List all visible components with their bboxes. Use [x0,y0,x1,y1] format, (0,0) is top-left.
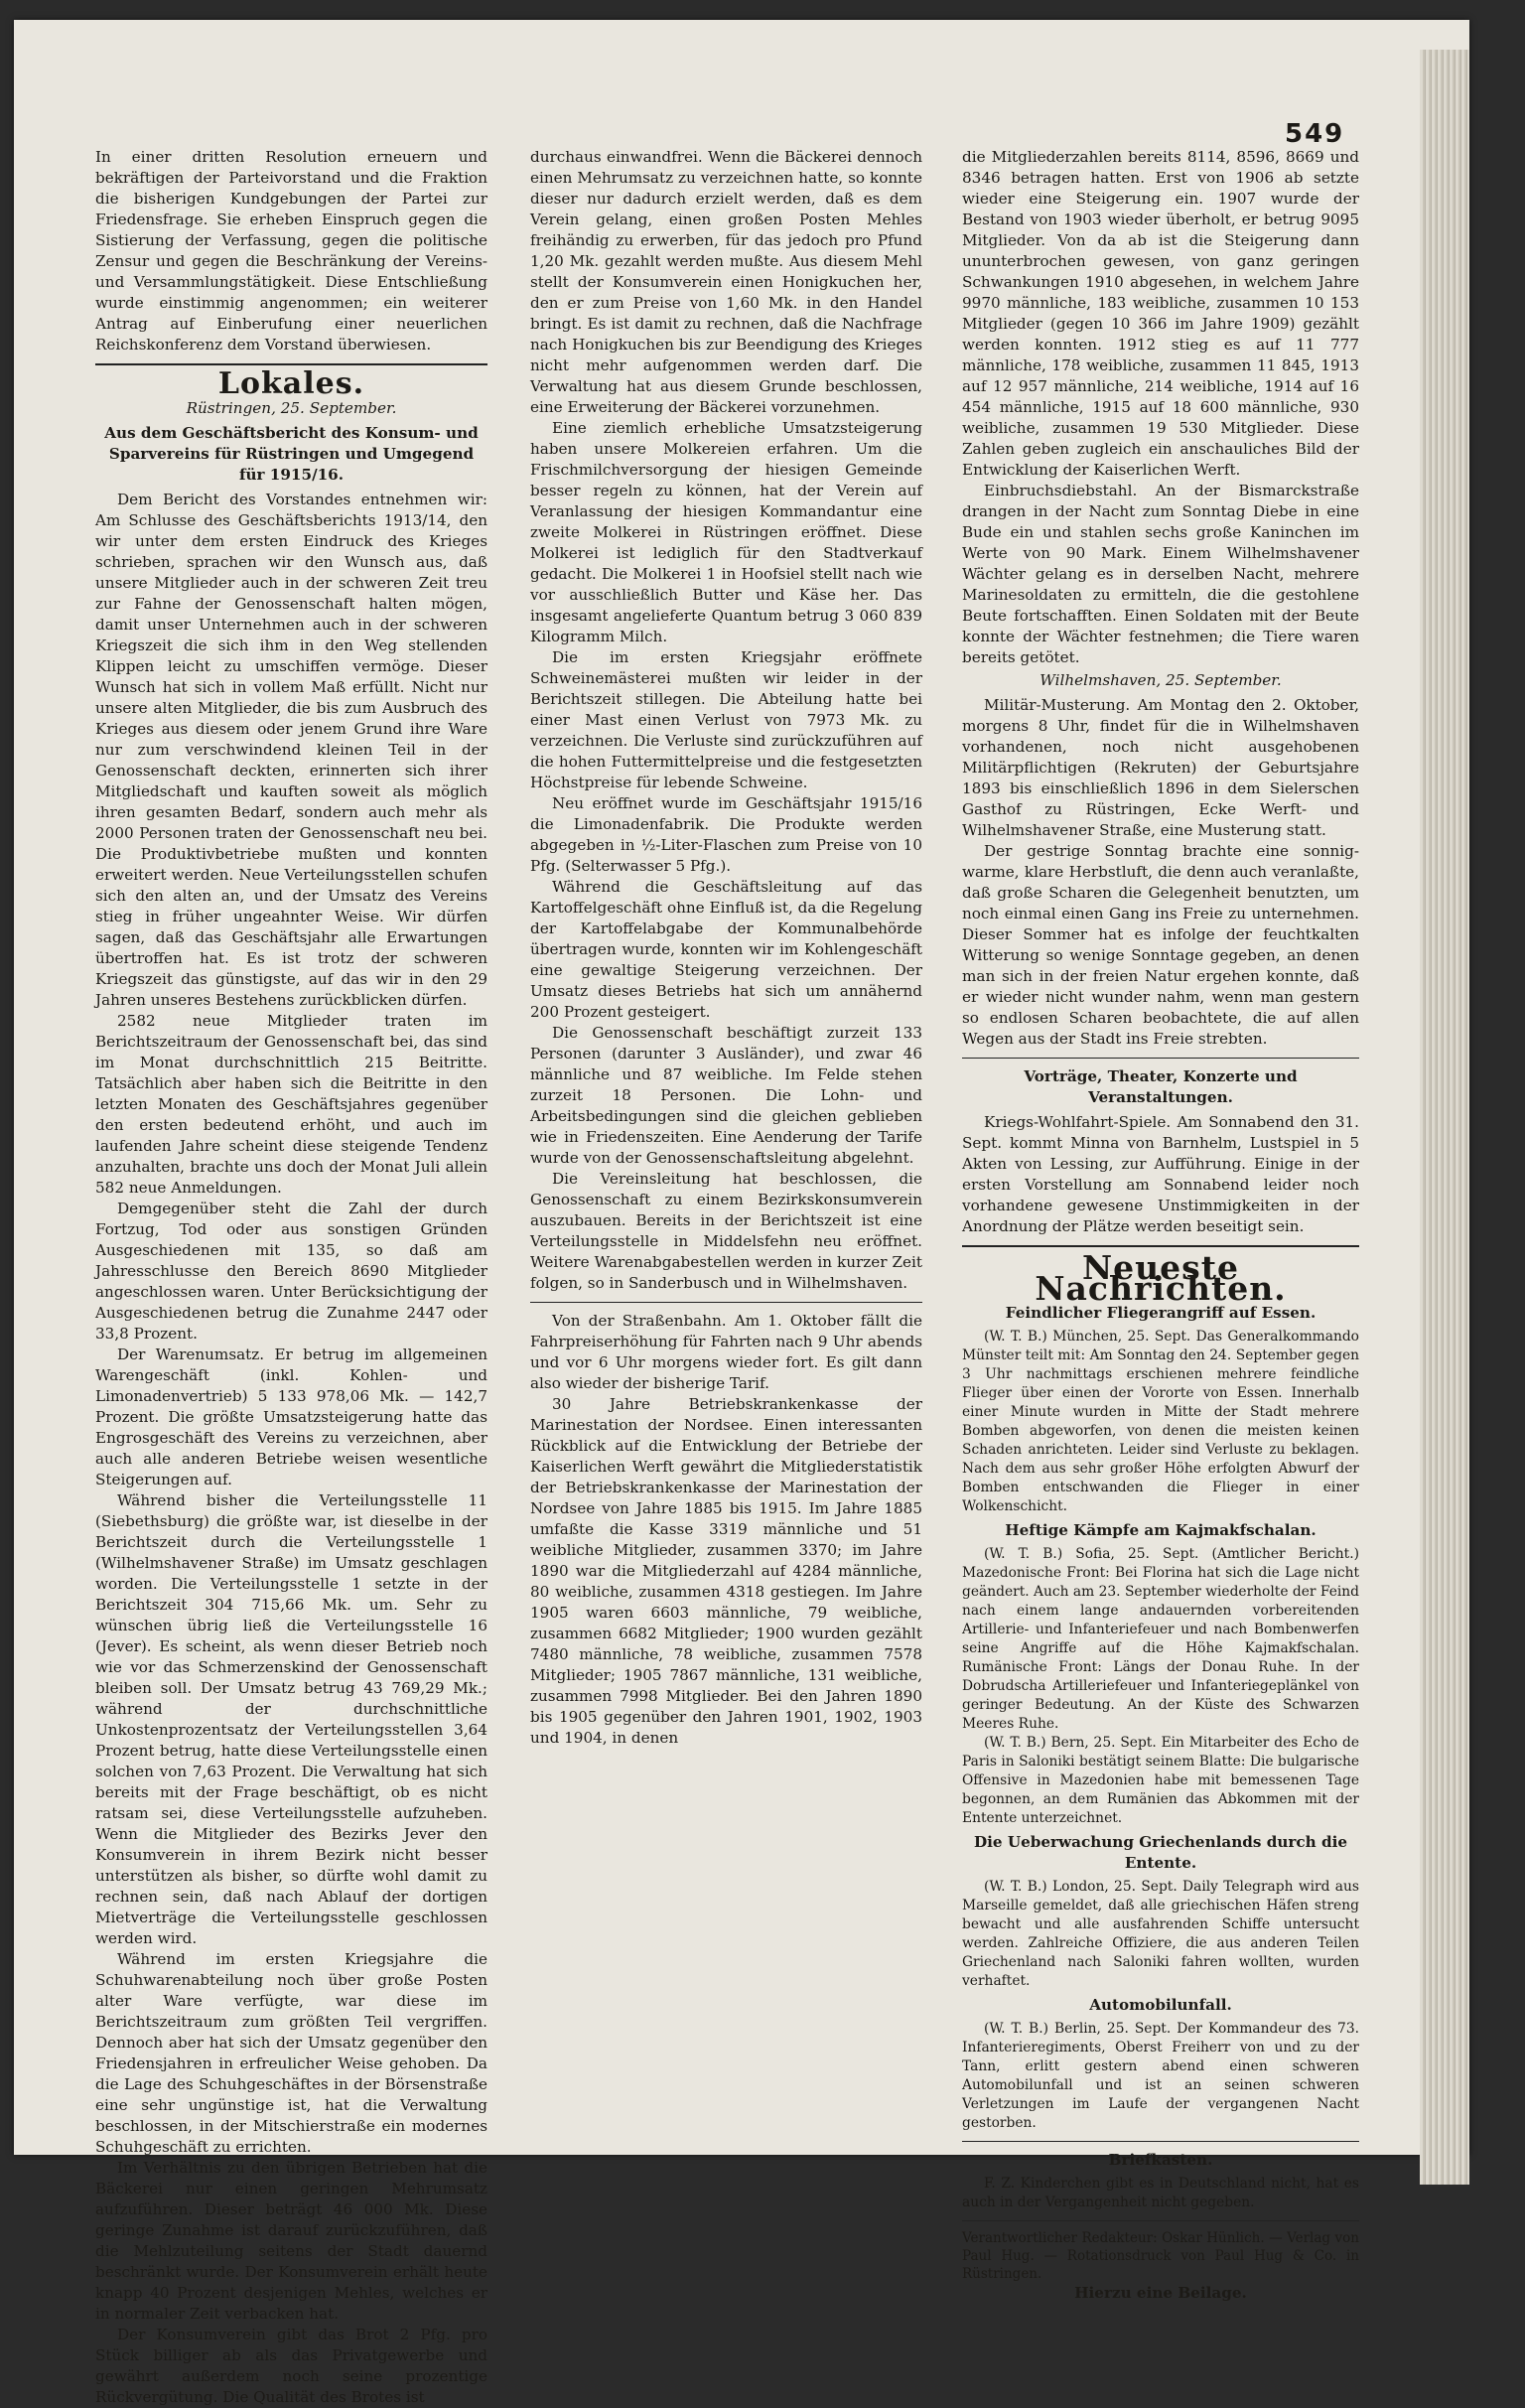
article-paragraph: Während im ersten Kriegsjahre die Schuhwarenabteilung noch über große Posten alter Ware verfügte, war diese im Berichtszeitraum zum größten Teil vergriffen. Dennoch aber hat sich der Umsatz gegenüber den Friedensjahren in erfreulicher Weise gehoben. Da die Lage des Schuhgeschäftes in der Börsenstraße eine sehr ungünstige ist, hat die Verwaltung beschlossen, in der Mitschierstraße ein modernes Schuhgeschäft zu errichten. [95,1950,487,2156]
article-paragraph: Demgegenüber steht die Zahl der durch Fortzug, Tod oder aus sonstigen Gründen Ausgeschiedenen mit 135, so daß am Jahresschlusse den Bereich 8690 Mitglieder angeschlossen waren. Unter Berücksichtigung der Ausgeschiedenen betrug die Zunahme 2447 oder 33,8 Prozent. [95,1200,487,1343]
article-paragraph: Die im ersten Kriegsjahr eröffnete Schweinemästerei mußten wir leider in der Berichtszeit stillegen. Die Abteilung hatte bei einer Mast einen Verlust von 7973 Mk. zu verzeichnen. Die Verluste sind zurückzuführen auf die hohen Futtermittelpreise und die festgesetzten Höchstpreise für lebende Schweine. [530,648,922,791]
intro-paragraph: In einer dritten Resolution erneuern und bekräftigen der Parteivorstand und die Fraktion die bisherigen Kundgebungen der Partei zur Friedensfrage. Sie erheben Einspruch gegen die Sistierung der Verfassung, gegen die politische Zensur und gegen die Beschränkung der Vereins- und Versammlungstätigkeit. Diese Entschließung wurde einstimmig angenommen; ein weiterer Antrag auf Einberufung einer neuerlichen Reichskonferenz dem Vorstand überwiesen. [95,148,487,354]
page-number: 549 [1285,119,1345,149]
article-paragraph: Der Konsumverein gibt das Brot 2 Pfg. pro Stück billiger ab als das Privatgewerbe und gewährt außerdem noch seine prozentige Rückvergütung. Die Qualität des Brotes ist [95,2326,487,2406]
section-heading-local: Lokales. [217,366,365,401]
column-1 [95,147,487,2408]
article-paragraph: Eine ziemlich erhebliche Umsatzsteigerung haben unsere Molkereien erfahren. Um die Frischmilchversorgung der hiesigen Gemeinde besser regeln zu können, hat der Verein auf Veranlassung der hiesigen Kommandantur eine zweite Molkerei in Rüstringen eröffnet. Diese Molkerei ist lediglich für den Stadtverkauf gedacht. Die Molkerei 1 in Hoofsiel stellt nach wie vor ausschließlich Butter und Käse her. Das insgesamt angelieferte Quantum betrug 3 060 839 Kilogramm Milch. [530,419,922,645]
article-paragraph: durchaus einwandfrei. Wenn die Bäckerei dennoch einen Mehrumsatz zu verzeichnen hatte, so konnte dieser nur dadurch erzielt werden, daß es dem Verein gelang, einen großen Posten Mehles freihändig zu erwerben, für das jedoch pro Pfund 1,20 Mk. gezahlt werden mußte. Aus diesem Mehl stellt der Konsumverein einen Honigkuchen her, den er zum Preise von 1,60 Mk. in den Handel bringt. Es ist damit zu rechnen, daß die Nachfrage nach Honigkuchen bis zur Beendigung des Krieges nicht mehr aufgenommen werden darf. Die Verwaltung hat aus diesem Grunde beschlossen, eine Erweiterung der Bäckerei vorzunehmen. [530,148,922,416]
column-3 [962,147,1359,2304]
article-paragraph: Einbruchsdiebstahl. An der Bismarckstraße drangen in der Nacht zum Sonntag Diebe in eine Bude ein und stahlen sechs große Kaninchen im Werte von 90 Mark. Einem Wilhelmshavener Wächter gelang es in derselben Nacht, mehrere Marinesoldaten zu ermitteln, die die gestohlene Beute fortschafften. Einen Soldaten mit der Beute konnte der Wächter festnehmen; die Tiere waren bereits getötet. [962,482,1359,666]
book-binding [1420,50,1469,2185]
article-paragraph: 30 Jahre Betriebskrankenkasse der Marinestation der Nordsee. Einen interessanten Rückblick auf die Entwicklung der Betriebe der Kaiserlichen Werft gewährt die Mitgliederstatistik der Betriebskrankenkasse der Marinestation der Nordsee von Jahre 1885 bis 1915. Im Jahre 1885 umfaßte die Kasse 3319 männliche und 51 weibliche Mitglieder, zusammen 3370; im Jahre 1890 war die Mitgliederzahl auf 4284 männliche, 80 weibliche, zusammen 4318 gestiegen. Im Jahre 1905 waren 6603 männliche, 79 weibliche, zusammen 6682 Mitglieder; 1900 wurden gezählt 7480 männliche, 78 weibliche, zusammen 7578 Mitglieder; 1905 7867 männliche, 131 weibliche, zusammen 7998 Mitglieder. Bei den Jahren 1890 bis 1905 gegenüber den Jahren 1901, 1902, 1903 und 1904, in denen [530,1395,922,1747]
divider [962,2141,1359,2142]
news-paragraph: (W. T. B.) Berlin, 25. Sept. Der Kommandeur des 73. Infanterieregiments, Oberst Freiherr von und zu der Tann, erlitt gestern abend einen schweren Automobilunfall und ist an seinen schweren Verletzungen im Laufe der vergangenen Nacht gestorben. [962,2021,1359,2131]
divider [530,1302,922,1303]
divider [962,1058,1359,1059]
news-headline: Automobilunfall. [1089,1996,1232,2014]
supplement-note: Hierzu eine Beilage. [1074,2284,1247,2302]
news-paragraph: (W. T. B.) London, 25. Sept. Daily Telegraph wird aus Marseille gemeldet, daß alle griechischen Häfen streng bewacht und alle ausfahrenden Schiffe untersucht werden. Zahlreiche Offiziere, die aus anderen Teilen Griechenland nach Saloniki fahren wollten, wurden verhaftet. [962,1879,1359,1989]
article-paragraph: Von der Straßenbahn. Am 1. Oktober fällt die Fahrpreiserhöhung für Fahrten nach 9 Uhr abends und vor 6 Uhr morgens wieder fort. Es gilt dann also wieder der bisherige Tarif. [530,1312,922,1392]
article-paragraph: Der Warenumsatz. Er betrug im allgemeinen Warengeschäft (inkl. Kohlen- und Limonadenvertrieb) 5 133 978,06 Mk. — 142,7 Prozent. Die größte Umsatzsteigerung hatte das Engrosgeschäft des Vereins zu verzeichnen, aber auch alle anderen Betriebe weisen wesentliche Steigerungen auf. [95,1346,487,1488]
events-heading: Vorträge, Theater, Konzerte und Veranstaltungen. [1024,1067,1298,1106]
divider [962,1245,1359,1247]
letterbox-heading: Briefkasten. [1108,2151,1213,2169]
imprint: Verantwortlicher Redakteur: Oskar Hünlich. — Verlag von Paul Hug. — Rotationsdruck von Paul Hug & Co. in Rüstringen. [962,2230,1359,2282]
divider [95,363,487,365]
article-paragraph: Die Vereinsleitung hat beschlossen, die Genossenschaft zu einem Bezirkskonsumverein auszubauen. Bereits in der Berichtszeit ist eine Verteilungsstelle in Middelsfehn neu eröffnet. Weitere Warenabgabestellen werden in kurzer Zeit folgen, so in Sanderbusch und in Wilhelmshaven. [530,1170,922,1292]
column-2 [530,147,922,1749]
article-paragraph: Im Verhältnis zu den übrigen Betrieben hat die Bäckerei nur einen geringen Mehrumsatz aufzuführen. Dieser beträgt 46 000 Mk. Diese geringe Zunahme ist darauf zurückzuführen, daß die Mehlzuteilung seitens der Stadt dauernd beschränkt wurde. Der Konsumverein erhält heute knapp 40 Prozent desjenigen Mehles, welches er in normaler Zeit verbacken hat. [95,2159,487,2323]
article-paragraph: Während bisher die Verteilungsstelle 11 (Siebethsburg) die größte war, ist dieselbe in der Berichtszeit durch die Verteilungsstelle 1 (Wilhelmshavener Straße) im Umsatz geschlagen worden. Die Verteilungsstelle 1 setzte in der Berichtszeit 304 715,66 Mk. um. Sehr zu wünschen übrig ließ die Verteilungsstelle 16 (Jever). Es scheint, als wenn dieser Betrieb noch wie vor das Schmerzenskind der Genossenschaft bleiben soll. Der Umsatz betrug 43 769,29 Mk.; während der durchschnittliche Unkostenprozentsatz der Verteilungsstellen 3,64 Prozent betrug, hatte diese Verteilungsstelle einen solchen von 7,63 Prozent. Die Verwaltung hat sich bereits mit der Frage beschäftigt, ob es nicht ratsam sei, diese Verteilungsstelle aufzuheben. Wenn die Mitglieder des Bezirks Jever den Konsumverein in ihrem Bezirk nicht besser unterstützen als bisher, so dürfte wohl damit zu rechnen sein, daß nach Ablauf der dortigen Mietverträge die Verteilungsstelle geschlossen werden wird. [95,1491,487,1947]
article-paragraph: Neu eröffnet wurde im Geschäftsjahr 1915/16 die Limonadenfabrik. Die Produkte werden abgegeben in ½-Liter-Flaschen zum Preise von 10 Pfg. (Selterwasser 5 Pfg.). [530,794,922,875]
divider [962,2220,1359,2221]
article-paragraph: die Mitgliederzahlen bereits 8114, 8596, 8669 und 8346 betragen hatten. Erst von 1906 ab setzte wieder eine Steigerung ein. 1907 wurde der Bestand von 1903 wieder überholt, er betrug 9095 Mitglieder. Von da ab ist die Steigerung dann ununterbrochen gewesen, von ganz geringen Schwankungen 1910 abgesehen, in welchem Jahre 9970 männliche, 183 weibliche, zusammen 10 153 Mitglieder (gegen 10 366 im Jahre 1909) gezählt werden konnten. 1912 stieg es auf 11 777 männliche, 178 weibliche, zusammen 11 845, 1913 auf 12 957 männliche, 214 weibliche, 1914 auf 16 454 männliche, 1915 auf 18 600 männliche, 930 weibliche, zusammen 19 530 Mitglieder. Diese Zahlen geben zugleich ein anschauliches Bild der Entwicklung der Kaiserlichen Werft. [962,148,1359,479]
article-paragraph: 2582 neue Mitglieder traten im Berichtszeitraum der Genossenschaft bei, das sind im Monat durchschnittlich 215 Beitritte. Tatsächlich aber haben sich die Beitritte in den letzten Monaten des Geschäftsjahres gegenüber den ersten bedeutend erhöht, und auch im laufenden Jahre scheint diese steigende Tendenz anzuhalten, brachte uns doch der Monat Juli allein 582 neue Anmeldungen. [95,1012,487,1197]
news-paragraph: (W. T. B.) Sofia, 25. Sept. (Amtlicher Bericht.) Mazedonische Front: Bei Florina hat sich die Lage nicht geändert. Auch am 23. September wiederholte der Feind nach einem lange andauernden vorbereitenden Artillerie- und Infanteriefeuer und nach Bombenwerfen seine Angriffe auf die Höhe Kajmakfschalan. Rumänische Front: Längs der Donau Ruhe. In der Dobrudscha Artilleriefeuer und Infanteriegeplänkel von geringer Bedeutung. An der Küste des Schwarzen Meeres Ruhe. [962,1546,1359,1732]
article-paragraph: Der gestrige Sonntag brachte eine sonnig-warme, klare Herbstluft, die denn auch veranlaßte, daß große Scharen die Gelegenheit benutzten, um noch einmal einen Gang ins Freie zu unternehmen. Dieser Sommer hat es infolge der feuchtkalten Witterung so wenige Sonntage gegeben, an denen man sich in der freien Natur ergehen konnte, daß er wieder nicht wunder nahm, wenn man gestern so endlosen Scharen beobachtete, die auf allen Wegen aus der Stadt ins Freie strebten. [962,842,1359,1048]
news-headline: Feindlicher Fliegerangriff auf Essen. [1005,1304,1317,1322]
article-paragraph: Militär-Musterung. Am Montag den 2. Oktober, morgens 8 Uhr, findet für die in Wilhelmshaven vorhandenen, noch nicht ausgehobenen Militärpflichtigen (Rekruten) der Geburtsjahre 1893 bis einschließlich 1896 in dem Sielerschen Gasthof zu Rüstringen, Ecke Werft- und Wilhelmshavener Straße, eine Musterung statt. [962,696,1359,839]
article-headline: Aus dem Geschäftsbericht des Konsum- und Sparvereins für Rüstringen und Umgegend für 1915/16. [104,424,479,484]
section-heading-news: Neueste Nachrichten. [1035,1248,1287,1308]
news-headline: Heftige Kämpfe am Kajmakfschalan. [1005,1521,1317,1539]
letterbox-paragraph: F. Z. Kinderchen gibt es in Deutschland nicht, hat es auch in der Vergangenheit nicht gegeben. [962,2176,1359,2210]
article-paragraph: Kriegs-Wohlfahrt-Spiele. Am Sonnabend den 31. Sept. kommt Minna von Barnhelm, Lustspiel in 5 Akten von Lessing, zur Aufführung. Einige in der ersten Vorstellung am Sonnabend leider noch vorhandene gewesene Unstimmigkeiten in der Anordnung der Plätze werden beseitigt sein. [962,1113,1359,1235]
article-paragraph: Dem Bericht des Vorstandes entnehmen wir: Am Schlusse des Geschäftsberichts 1913/14, den wir unter dem ersten Eindruck des Krieges schrieben, sprachen wir den Wunsch aus, daß unsere Mitglieder auch in der schweren Zeit treu zur Fahne der Genossenschaft halten mögen, damit unser Unternehmen auch in der schweren Kriegszeit die sich ihm in den Weg stellenden Klippen leicht zu umschiffen vermöge. Dieser Wunsch hat sich in vollem Maß erfüllt. Nicht nur unsere alten Mitglieder, die bis zum Ausbruch des Krieges aus diesem oder jenem Grund ihre Ware nur zum verschwindend kleinen Teil in der Genossenschaft deckten, erinnerten sich ihrer Mitgliedschaft und kauften soweit als möglich ihren gesamten Bedarf, sondern auch mehr als 2000 Personen traten der Genossenschaft neu bei. Die Produktivbetriebe mußten und konnten erweitert werden. Neue Verteilungsstellen schufen sich den alten an, und der Umsatz des Vereins stieg in früher ungeahnter Weise. Wir dürfen sagen, daß das Geschäftsjahr alle Erwartungen übertroffen hat. Es ist trotz der schweren Kriegszeit das günstigste, auf das wir in den 29 Jahren unseres Bestehens zurückblicken dürfen. [95,491,487,1009]
news-paragraph: (W. T. B.) Bern, 25. Sept. Ein Mitarbeiter des Echo de Paris in Saloniki bestätigt seinem Blatte: Die bulgarische Offensive in Mazedonien habe mit bemessenen Tage begonnen, an dem Rumänien das Abkommen mit der Entente unterzeichnet. [962,1735,1359,1826]
dateline: Wilhelmshaven, 25. September. [1040,671,1282,689]
dateline: Rüstringen, 25. September. [186,399,397,417]
news-headline: Die Ueberwachung Griechenlands durch die Entente. [973,1833,1348,1872]
news-paragraph: (W. T. B.) München, 25. Sept. Das Generalkommando Münster teilt mit: Am Sonntag den 24. September gegen 3 Uhr nachmittags erschienen mehrere feindliche Flieger über einen der Vororte von Essen. Innerhalb einer Minute wurden in Mitte der Stadt mehrere Bomben abgeworfen, von denen die meisten keinen Schaden anrichteten. Leider sind Verluste zu beklagen. Nach dem aus sehr großer Höhe erfolgten Abwurf der Bomben entschwanden die Flieger in einer Wolkenschicht. [962,1329,1359,1514]
article-paragraph: Die Genossenschaft beschäftigt zurzeit 133 Personen (darunter 3 Ausländer), und zwar 46 männliche und 87 weibliche. Im Felde stehen zurzeit 18 Personen. Die Lohn- und Arbeitsbedingungen sind die gleichen geblieben wie in Friedenszeiten. Eine Aenderung der Tarife wurde von der Genossenschaftsleitung abgelehnt. [530,1024,922,1167]
article-paragraph: Während die Geschäftsleitung auf das Kartoffelgeschäft ohne Einfluß ist, da die Regelung der Kartoffelabgabe der Kommunalbehörde übertragen wurde, konnten wir im Kohlengeschäft eine gewaltige Steigerung verzeichnen. Der Umsatz dieses Betriebs hat sich um annähernd 200 Prozent gesteigert. [530,878,922,1021]
newspaper-page [14,20,1469,2406]
